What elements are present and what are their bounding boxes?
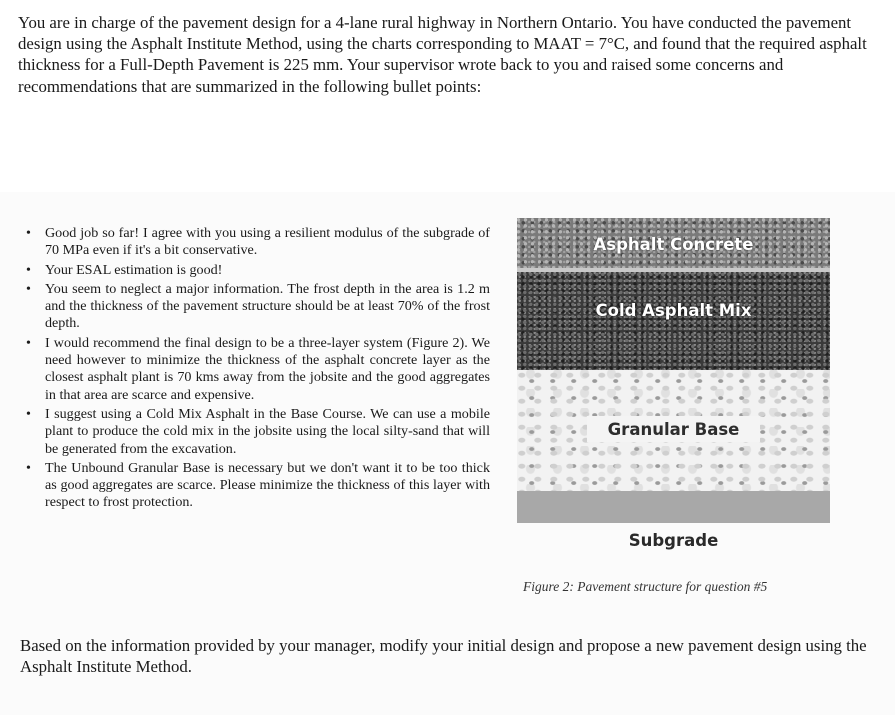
intro-section: [0, 0, 895, 192]
pavement-structure-figure: [517, 218, 830, 580]
bullet-icon: •: [26, 281, 31, 297]
intro-paragraph: You are in charge of the pavement design for a 4-lane rural highway in Northern Ontario. You have conducted the pavement design using the Asphalt Institute Method, using the charts corresponding to MAAT = 7°C, and found that the required asphalt thickness for a Full-Depth Pavement is 225 mm. Your supervisor wrote back to you and raised some concerns and recommendations that are summarized in the following bullet points:: [18, 13, 867, 96]
granular-base-layer: [517, 370, 830, 491]
cold-asphalt-mix-layer: [517, 272, 830, 370]
list-item: [24, 225, 490, 260]
list-item: [24, 406, 490, 458]
list-item: [24, 262, 490, 279]
subgrade-layer: [517, 491, 830, 523]
cold-asphalt-mix-label: Cold Asphalt Mix: [595, 301, 752, 320]
list-item-text: The Unbound Granular Base is necessary but we don't want it to be too thick as good aggregates are scarce. Please minimize the thickness of this layer with respect to frost protection.: [45, 459, 490, 511]
bullet-icon: •: [26, 262, 31, 278]
list-item-text: I would recommend the final design to be a three-layer system (Figure 2). We need however to minimize the thickness of the asphalt concrete layer as the closest asphalt plant is 70 kms away from the jobsite and the good aggregates in that area are scarce and expensive.: [45, 334, 490, 403]
asphalt-concrete-layer: [517, 218, 830, 268]
closing-paragraph: Based on the information provided by your manager, modify your initial design and propose a new pavement design using the Asphalt Institute Method.: [20, 636, 867, 677]
bullet-icon: •: [26, 406, 31, 422]
bullet-icon: •: [26, 226, 31, 241]
list-item: [24, 281, 490, 333]
bullet-icon: •: [26, 335, 31, 351]
list-item: [24, 335, 490, 404]
bullet-icon: •: [26, 460, 31, 476]
subgrade-label: Subgrade: [628, 531, 719, 550]
figure-caption: Figure 2: Pavement structure for question #5: [523, 579, 768, 594]
granular-base-label: Granular Base: [607, 420, 740, 439]
list-item-text: Your ESAL estimation is good!: [45, 261, 223, 278]
list-item-text: I suggest using a Cold Mix Asphalt in the Base Course. We can use a mobile plant to produce the cold mix in the jobsite using the local silty-sand that will be generated from the excavation.: [45, 405, 490, 457]
supervisor-comments-list: [24, 225, 490, 514]
list-item-text: You seem to neglect a major information. The frost depth in the area is 1.2 m and the thickness of the pavement structure should be at least 70% of the frost depth.: [45, 280, 490, 332]
list-item: [24, 460, 490, 512]
asphalt-concrete-label: Asphalt Concrete: [593, 235, 754, 254]
list-item-text: Good job so far! I agree with you using a resilient modulus of the subgrade of 70 MPa even if it's a bit conservative.: [45, 225, 490, 259]
